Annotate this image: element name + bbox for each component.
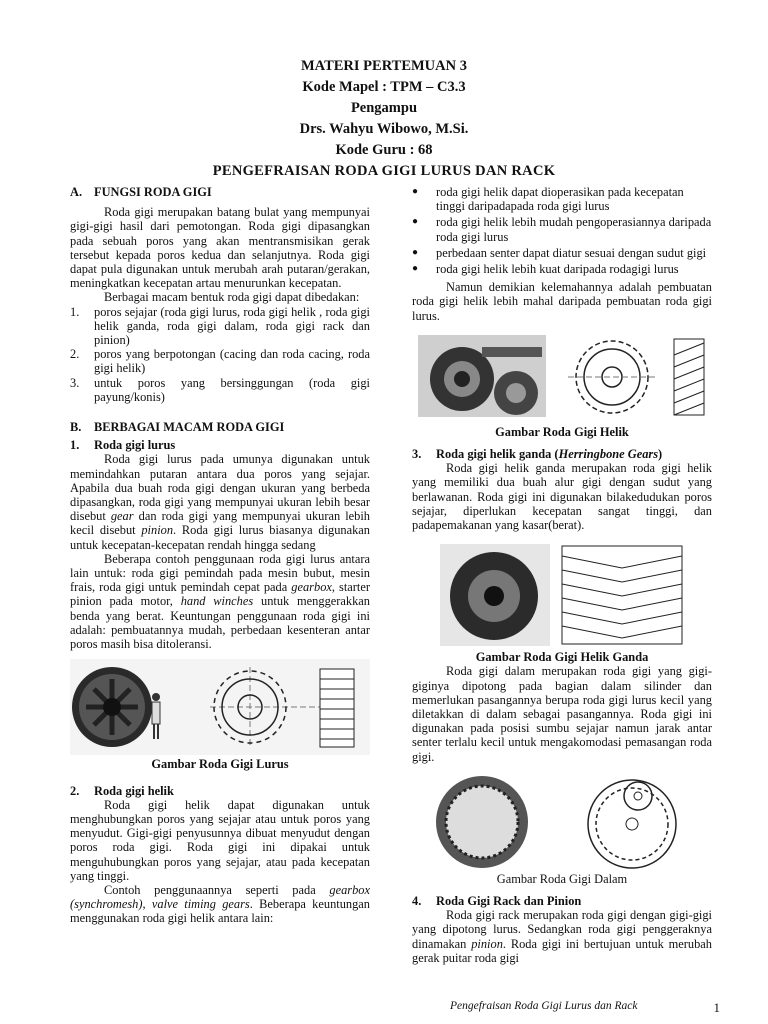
section-a-heading	[70, 185, 370, 199]
spur-gear-figure	[70, 659, 370, 755]
header-line-teacher-code: Kode Guru : 68	[335, 142, 433, 158]
internal-gear-figure	[412, 774, 712, 870]
subsection-1-title: Roda gigi lurus	[94, 438, 176, 453]
helical-advantages-list	[412, 185, 712, 276]
section-b-heading: B. BERBAGAI MACAM RODA GIGI	[70, 420, 285, 435]
herringbone-gear-figure	[412, 542, 712, 648]
helical-gear-illustration	[412, 333, 712, 419]
footer-title: Pengefraisan Roda Gigi Lurus dan Rack	[450, 1000, 638, 1012]
bullet-item: ● roda gigi helik lebih kuat daripada rodagigi lurus	[412, 262, 679, 277]
subsection-2-heading: 2. Roda gigi helik	[70, 783, 174, 798]
herringbone-paragraph-1: Roda gigi helik ganda merupakan roda gigi helik yang memiliki dua buah alur gigi dengan sudut yang berlawanan. Roda gigi ini digunakan bilakedudukan poros sejajar, diperlukan kecepatan sangat tinggi, dan padapemakanan yang kasar(berat).	[412, 461, 712, 533]
internal-gear-paragraph: Roda gigi dalam merupakan roda gigi yang gigi-giginya dipotong pada bagian dalam silinder dan memerlukan pasangannya berupa roda gigi lurus kecil yang diletakkan di dalam sebagai pasangannya. Roda gigi ini digunakan pada posisi sumbu sejajar namun jarak antar senter terlalu kecil untuk mengakomodasi pemasangan roda gigi.	[412, 664, 712, 764]
subsection-4-heading: 4. Roda Gigi Rack dan Pinion	[412, 894, 582, 909]
spur-gear-paragraph-1: Roda gigi lurus pada umunya digunakan untuk memindahkan putaran antara dua poros yang sejajar. Apabila dua buah roda gigi dengan ukuran yang berbeda dipasangkan, roda gigi yang mempunyai ukuran lebih besar disebut gear dan roda gigi yang mempunyai ukuran lebih kecil disebut pinion. Roda gigi lurus biasanya digunakan untuk kecepatan-kecepatan rendah hingga sedang	[70, 452, 370, 552]
left-column	[70, 185, 370, 926]
page-number: 1	[713, 1000, 720, 1015]
herringbone-gear-illustration	[432, 542, 692, 648]
spur-gear-illustration	[70, 659, 370, 755]
page-title: PENGEFRAISAN RODA GIGI LURUS DAN RACK	[212, 163, 556, 179]
helical-gear-paragraph-3: Namun demikian kelemahannya adalah pembuatan roda gigi helik lebih mahal daripada pembuatan roda gigi lurus.	[412, 280, 712, 323]
subsection-4-title: Roda Gigi Rack dan Pinion	[436, 894, 582, 909]
header-line-lecturer-name: Drs. Wahyu Wibowo, M.Si.	[299, 121, 469, 137]
header-line-subject-code: Kode Mapel : TPM – C3.3	[302, 79, 466, 95]
helical-gear-paragraph-2: Contoh penggunaannya seperti pada gearbox (synchromesh), valve timing gears. Beberapa keuntungan menggunakan roda gigi helik antara lain:	[70, 882, 370, 926]
helical-gear-paragraph-1: Roda gigi helik dapat digunakan untuk menghubungkan poros yang sejajar atau untuk poros yang menyudut. Gigi-gigi penyusunnya dibuat menyudut dengan poros roda gigi. Roda gigi ini dipakai untuk menguhubungkan poros yang sejajar, atau pada kecepatan yang tinggi.	[70, 797, 370, 883]
internal-gear-illustration	[432, 774, 692, 870]
shaft-type-list	[70, 305, 370, 404]
right-column	[412, 185, 712, 965]
section-a-number: A.	[70, 185, 83, 199]
header-line-meeting: MATERI PERTEMUAN 3	[301, 58, 467, 74]
subsection-1-heading: 1. Roda gigi lurus	[70, 438, 176, 453]
section-b-title: BERBAGAI MACAM RODA GIGI	[94, 420, 285, 435]
section-a-title: FUNGSI RODA GIGI	[94, 185, 212, 199]
subsection-3-title: Roda gigi helik ganda (Herringbone Gears)	[436, 447, 663, 462]
list-item: 3. untuk poros yang bersinggungan (roda gigi payung/konis)	[70, 375, 370, 404]
bullet-item: ● roda gigi helik lebih mudah pengoperasiannya daripada roda gigi lurus	[412, 215, 712, 244]
document-header	[0, 56, 768, 182]
list-item: 2. poros yang berpotongan (cacing dan roda cacing, roda gigi helik)	[70, 347, 370, 376]
subsection-3-heading: 3. Roda gigi helik ganda (Herringbone Gears)	[412, 447, 663, 462]
section-a-paragraph-1: Roda gigi merupakan batang bulat yang mempunyai gigi-gigi hasil dari pemotongan. Roda gigi dipasangkan pada sebuah poros yang akan mentransmisikan gerak tersebut kepada poros kedua dan selanjutnya. Roda gigi dapat pula digunakan untuk merubah arah putaran/gerakan, meningkatkan kecepatan artau menurunkan kecepatan.	[70, 205, 370, 291]
subsection-2-title: Roda gigi helik	[94, 783, 174, 798]
bullet-item: ● perbedaan senter dapat diatur sesuai dengan sudut gigi	[412, 245, 707, 260]
helical-gear-figure	[412, 333, 712, 419]
section-a-paragraph-2: Berbagai macam bentuk roda gigi dapat dibedakan:	[104, 290, 360, 305]
herringbone-gear-caption: Gambar Roda Gigi Helik Ganda	[475, 650, 649, 665]
list-item: 1. poros sejajar (roda gigi lurus, roda gigi helik , roda gigi helik ganda, roda gigi dalam, roda gigi rack dan pinion)	[70, 304, 370, 348]
page-footer	[450, 1000, 720, 1016]
internal-gear-caption: Gambar Roda Gigi Dalam	[496, 871, 628, 886]
header-line-lecturer-label: Pengampu	[350, 100, 418, 116]
helical-gear-caption: Gambar Roda Gigi Helik	[495, 424, 629, 439]
spur-gear-paragraph-2: Beberapa contoh penggunaan roda gigi lurus antara lain untuk: roda gigi pemindah pada mesin bubut, mesin frais, roda gigi untuk pemindah cepat pada gearbox, starter pinion pada motor, hand winches untuk menggerakkan benda yang berat. Keuntungan penggunaan roda gigi ini adalah: pembuatannya mudah, perbedaan kesenteran antar poros masih bisa ditoleransi.	[70, 551, 371, 652]
spur-gear-caption: Gambar Roda Gigi Lurus	[151, 757, 289, 772]
rack-pinion-paragraph: Roda gigi rack merupakan roda gigi dengan gigi-gigi yang dipotong lurus. Sedangkan roda gigi penggeraknya dinamakan pinion. Roda gigi ini bertujuan untuk merubah gerak puitar roda gigi	[412, 908, 712, 965]
bullet-item: ● roda gigi helik dapat dioperasikan pada kecepatan tinggi daripadapada roda gigi lurus	[412, 185, 684, 214]
